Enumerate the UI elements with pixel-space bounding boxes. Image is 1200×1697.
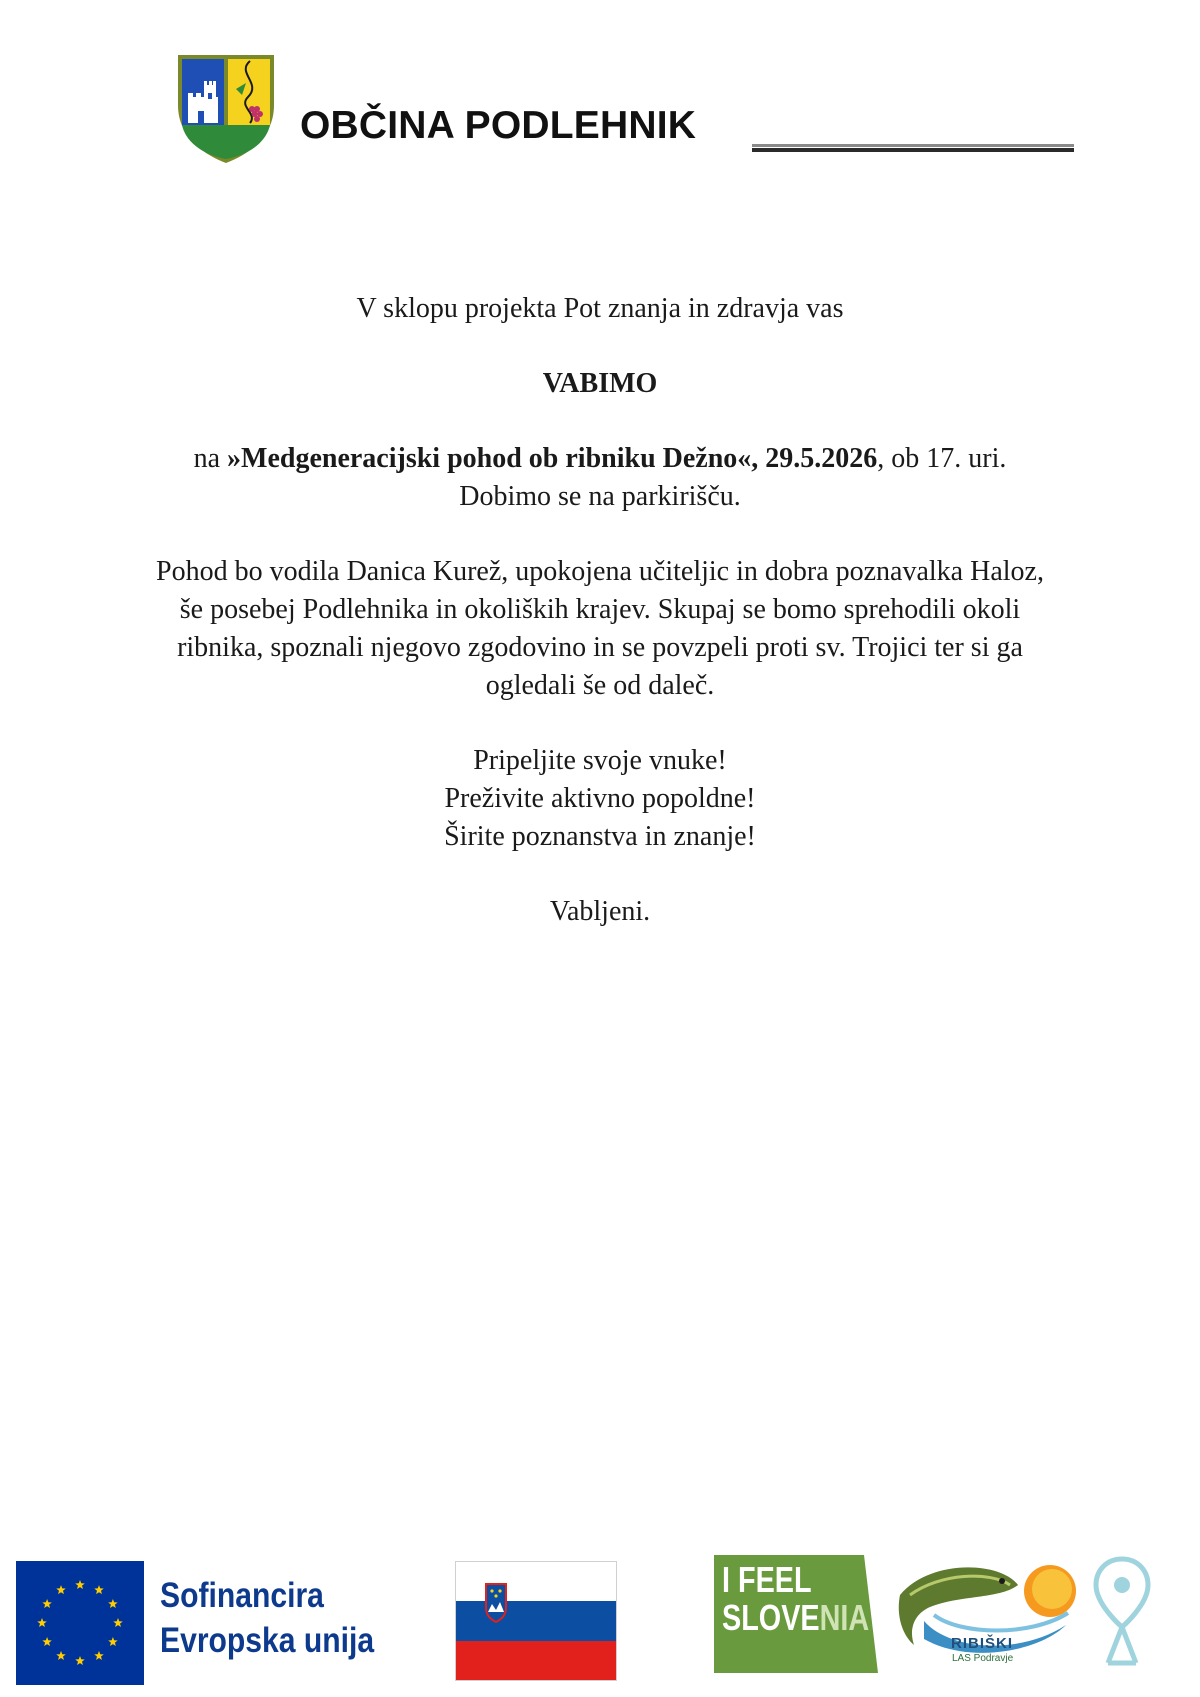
las-name: RIBIŠKI [951,1635,1014,1652]
ifeel-line-2b: NIA [819,1597,870,1638]
event-name: »Medgeneracijski pohod ob ribniku Dežno« [227,443,752,474]
i-feel-slovenia-logo [714,1555,878,1673]
municipality-name: OBČINA PODLEHNIK [300,104,697,147]
slogan-list [150,742,1050,856]
invitation-body [150,290,1050,931]
las-podravje-logo [890,1555,1080,1673]
event-description: Pohod bo vodila Danica Kurež, upokojena učiteljic in dobra poznavalka Haloz, še posebej Podlehnika in okoliških krajev. Skupaj se bomo sprehodili okoli ribnika, spoznali njegovo zgodovino in se povzpeli proti sv. Trojici ter si ga ogledali še od daleč. [156,556,1044,701]
map-pin-icon [1090,1555,1154,1673]
slogan-line: Širite poznanstva in znanje! [444,821,756,852]
ifeel-line-1: I FEEL [722,1559,812,1600]
eu-star-icon [113,1618,123,1627]
eu-stars-icon [16,1561,144,1685]
slogan-line: Preživite aktivno popoldne! [444,783,756,814]
eu-star-icon [75,1656,85,1665]
eu-star-icon [56,1651,66,1660]
eu-star-icon [37,1618,47,1627]
eu-line-1: Sofinancira [160,1576,324,1615]
event-time: , ob 17. uri. Dobimo se na parkirišču. [459,443,1007,512]
eu-star-icon [94,1651,104,1660]
event-details [150,440,1050,516]
podlehnik-coat-of-arms-icon [176,53,276,165]
slogan-line: Pripeljite svoje vnuke! [473,745,727,776]
eu-flag-icon [16,1561,144,1685]
las-subtitle: LAS Podravje [952,1653,1014,1664]
eu-star-icon [42,1599,52,1608]
closing-line: Vabljeni. [549,896,651,927]
ifeel-line-2a: SLOVE [722,1597,820,1638]
invitation-heading: VABIMO [542,368,658,399]
eu-line-2: Evropska unija [160,1621,375,1660]
event-date: , 29.5.2026 [751,443,878,474]
eu-star-icon [108,1599,118,1608]
header-divider [752,144,1074,154]
eu-cofunding-text [160,1573,374,1663]
header-divider-dark [752,148,1074,152]
eu-star-icon [75,1580,85,1589]
eu-star-icon [108,1637,118,1646]
eu-star-icon [94,1585,104,1594]
eu-star-icon [42,1637,52,1646]
header-divider-light [752,144,1074,147]
slovenia-flag-icon [455,1561,617,1681]
sponsor-logos [0,1555,1200,1685]
ifeel-line-2 [722,1599,869,1637]
intro-line: V sklopu projekta Pot znanja in zdravja vas [356,293,844,324]
event-prefix: na [193,443,228,474]
eu-star-icon [56,1585,66,1594]
i-feel-slovenia-text [722,1561,869,1637]
